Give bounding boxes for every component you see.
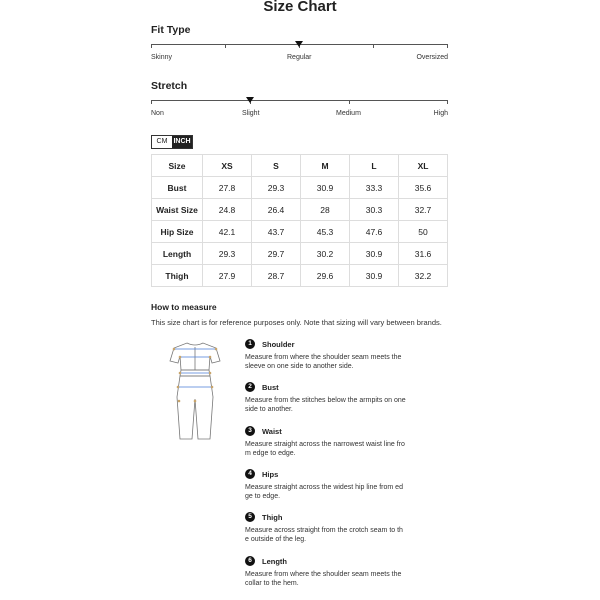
table-cell: 27.9 <box>203 265 252 287</box>
table-cell: 47.6 <box>350 221 399 243</box>
row-label: Waist Size <box>152 199 203 221</box>
table-cell: 42.1 <box>203 221 252 243</box>
table-cell: 31.6 <box>399 243 448 265</box>
fit-type-option-skinny: Skinny <box>151 54 173 61</box>
column-header: Size <box>152 155 203 177</box>
page-title: Size Chart <box>263 0 337 15</box>
step-name: Waist <box>262 426 282 436</box>
table-cell: 43.7 <box>252 221 301 243</box>
step-name: Length <box>262 556 287 566</box>
jumpsuit-measurement-diagram <box>160 337 230 442</box>
stretch-option-slight: Slight <box>242 110 260 117</box>
step-description-line: Measure straight across the narrowest waist line fro <box>245 441 405 448</box>
table-cell: 24.8 <box>203 199 252 221</box>
fit-type-marker <box>295 41 303 47</box>
fit-type-option-oversized: Oversized <box>416 54 448 61</box>
table-cell: 30.3 <box>350 199 399 221</box>
table-cell: 28 <box>301 199 350 221</box>
step-hips <box>245 468 425 501</box>
step-description-line: Measure straight across the widest hip line from ed <box>245 484 403 491</box>
fit-type-option-regular: Regular <box>287 54 312 61</box>
table-cell: 32.2 <box>399 265 448 287</box>
step-number-badge: 4 <box>245 469 255 479</box>
step-description-line: Measure across straight from the crotch seam to th <box>245 527 403 534</box>
table-cell: 29.3 <box>203 243 252 265</box>
step-description-line: Measure from the stitches below the armpits on one <box>245 397 406 404</box>
stretch-label: Stretch <box>151 80 188 92</box>
table-row <box>152 221 448 243</box>
table-cell: 45.3 <box>301 221 350 243</box>
step-description-line: side to another. <box>245 406 293 413</box>
table-cell: 29.3 <box>252 177 301 199</box>
step-description-line: e outside of the leg. <box>245 536 307 543</box>
table-row <box>152 199 448 221</box>
stretch-option-non: Non <box>151 110 164 117</box>
step-description-line: m edge to edge. <box>245 450 296 457</box>
table-cell: 30.9 <box>301 177 350 199</box>
step-name: Bust <box>262 382 279 392</box>
column-header: L <box>350 155 399 177</box>
step-description-line: Measure from where the shoulder seam meets the <box>245 571 402 578</box>
table-row <box>152 177 448 199</box>
step-number-badge: 3 <box>245 426 255 436</box>
table-cell: 28.7 <box>252 265 301 287</box>
table-cell: 30.9 <box>350 243 399 265</box>
table-header-row <box>152 155 448 177</box>
fit-type-scale <box>151 41 448 49</box>
step-description-line: collar to the hem. <box>245 580 299 587</box>
step-name: Hips <box>262 469 279 479</box>
step-number-badge: 6 <box>245 556 255 566</box>
table-cell: 30.2 <box>301 243 350 265</box>
table-cell: 32.7 <box>399 199 448 221</box>
unit-cm-button[interactable]: CM <box>156 138 168 145</box>
table-row <box>152 243 448 265</box>
table-cell: 29.7 <box>252 243 301 265</box>
unit-inch-button[interactable]: INCH <box>172 136 192 148</box>
stretch-marker <box>246 97 254 103</box>
step-length <box>245 555 425 588</box>
row-label: Hip Size <box>152 221 203 243</box>
row-label: Length <box>152 243 203 265</box>
step-number-badge: 2 <box>245 382 255 392</box>
step-description-line: ge to edge. <box>245 493 281 500</box>
stretch-scale <box>151 97 448 105</box>
table-cell: 26.4 <box>252 199 301 221</box>
step-waist <box>245 425 425 458</box>
step-number-badge: 5 <box>245 512 255 522</box>
table-cell: 33.3 <box>350 177 399 199</box>
table-row <box>152 265 448 287</box>
step-shoulder <box>245 338 425 371</box>
step-thigh <box>245 511 425 544</box>
row-label: Thigh <box>152 265 203 287</box>
column-header: M <box>301 155 350 177</box>
stretch-option-medium: Medium <box>336 110 361 117</box>
column-header: XS <box>203 155 252 177</box>
unit-toggle <box>151 135 193 149</box>
row-label: Bust <box>152 177 203 199</box>
column-header: XL <box>399 155 448 177</box>
step-name: Thigh <box>262 512 283 522</box>
table-cell: 27.8 <box>203 177 252 199</box>
table-cell: 50 <box>399 221 448 243</box>
how-to-measure-note: This size chart is for reference purposes only. Note that sizing will vary between brands. <box>151 318 442 327</box>
step-description-line: sleeve on one side to another side. <box>245 363 354 370</box>
how-to-measure-title: How to measure <box>151 302 217 312</box>
step-name: Shoulder <box>262 339 295 349</box>
table-cell: 35.6 <box>399 177 448 199</box>
step-bust <box>245 381 425 414</box>
table-cell: 30.9 <box>350 265 399 287</box>
fit-type-label: Fit Type <box>151 24 191 36</box>
size-table <box>151 154 448 287</box>
stretch-option-high: High <box>433 110 448 117</box>
column-header: S <box>252 155 301 177</box>
step-number-badge: 1 <box>245 339 255 349</box>
table-cell: 29.6 <box>301 265 350 287</box>
step-description-line: Measure from where the shoulder seam meets the <box>245 354 402 361</box>
